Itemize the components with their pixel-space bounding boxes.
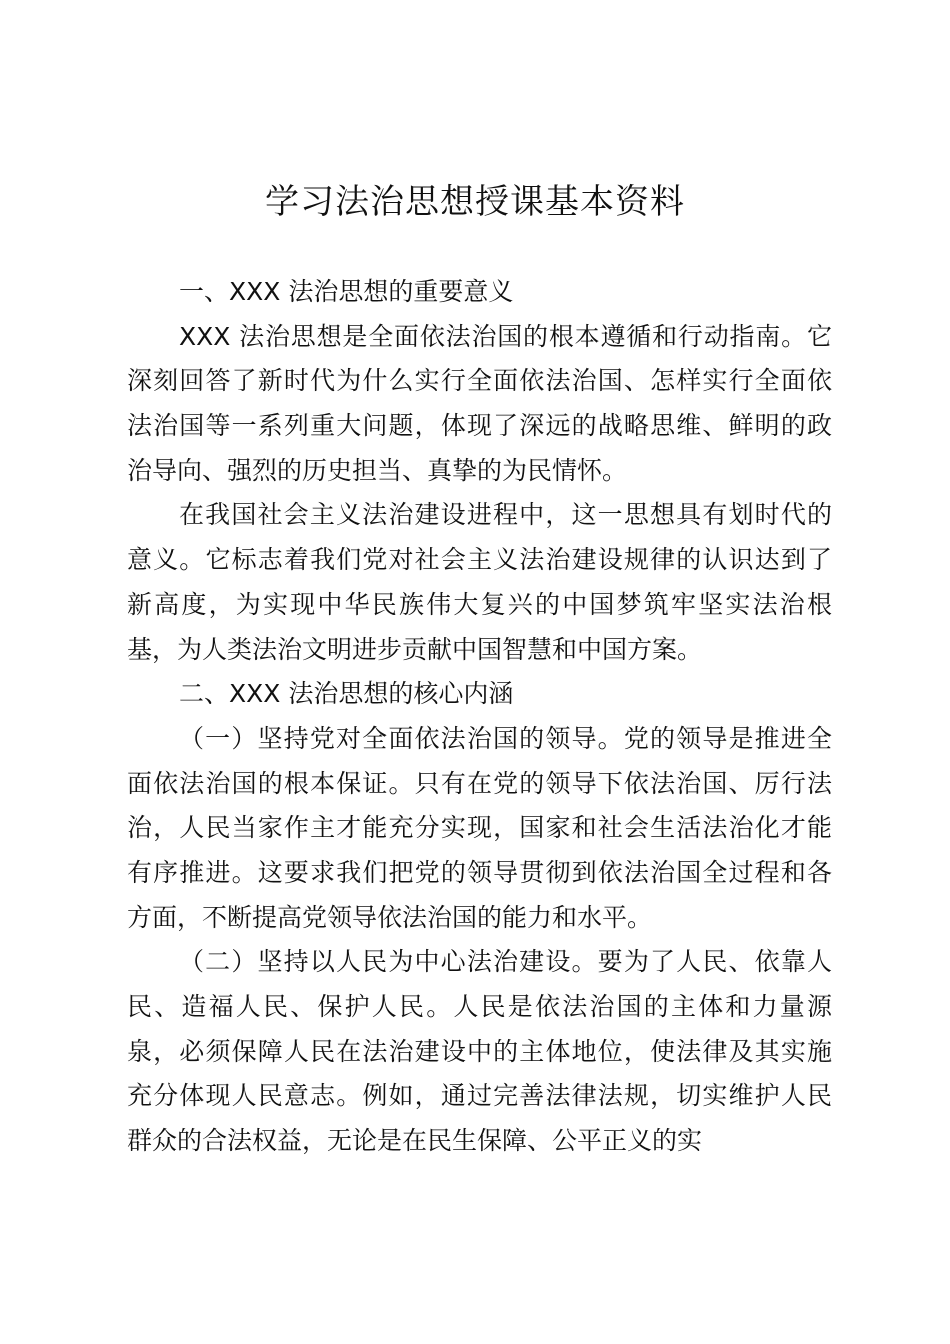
document-title: 学习法治思想授课基本资料: [265, 182, 685, 222]
text-line: XXX 法治思想是全面依法治国的根本遵循和行动指南。它: [179, 321, 832, 351]
text-line: 深刻回答了新时代为什么实行全面依法治国、怎样实行全面依: [127, 366, 832, 396]
text-line: 治，人民当家作主才能充分实现，国家和社会生活法治化才能: [127, 813, 832, 843]
text-line: 意义。它标志着我们党对社会主义法治建设规律的认识达到了: [127, 545, 832, 575]
section-heading: [127, 672, 832, 717]
text-line: （一）坚持党对全面依法治国的领导。党的领导是推进全: [179, 723, 832, 753]
text-line: 方面，不断提高党领导依法治国的能力和水平。: [127, 902, 653, 932]
text-line: 充分体现人民意志。例如，通过完善法律法规，切实维护人民: [127, 1081, 832, 1111]
text-line: 一、XXX 法治思想的重要意义: [179, 277, 514, 306]
text-line: 二、XXX 法治思想的核心内涵: [179, 679, 514, 709]
paragraph: [127, 493, 832, 672]
paragraph: [127, 940, 832, 1163]
text-line: 法治国等一系列重大问题，体现了深远的战略思维、鲜明的政: [127, 411, 832, 441]
text-line: 基，为人类法治文明进步贡献中国智慧和中国方案。: [127, 634, 703, 664]
text-line: 泉，必须保障人民在法治建设中的主体地位，使法律及其实施: [127, 1036, 832, 1066]
paragraph: [127, 315, 832, 494]
text-line: 民、造福人民、保护人民。人民是依法治国的主体和力量源: [127, 992, 832, 1021]
section-heading: [127, 270, 832, 315]
text-line: 新高度，为实现中华民族伟大复兴的中国梦筑牢坚实法治根: [127, 589, 832, 619]
text-line: （二）坚持以人民为中心法治建设。要为了人民、依靠人: [179, 947, 832, 977]
document-body: [127, 270, 832, 1164]
text-line: 面依法治国的根本保证。只有在党的领导下依法治国、厉行法: [127, 768, 832, 798]
text-line: 治导向、强烈的历史担当、真挚的为民情怀。: [127, 455, 628, 485]
text-line: 在我国社会主义法治建设进程中，这一思想具有划时代的: [179, 500, 832, 530]
paragraph: [127, 717, 832, 940]
text-line: 群众的合法权益，无论是在民生保障、公平正义的实: [127, 1126, 703, 1156]
text-line: 有序推进。这要求我们把党的领导贯彻到依法治国全过程和各: [127, 857, 832, 887]
